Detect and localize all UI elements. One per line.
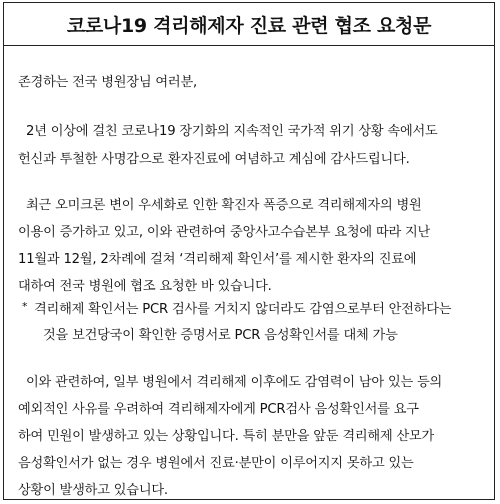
paragraph1-line1: 2년 이상에 걸친 코로나19 장기화의 지속적인 국가적 위기 상황 속에서도 [26,124,438,139]
note-bullet: * [22,300,28,313]
document-page [3,2,495,500]
greeting: 존경하는 전국 병원장님 여러분, [18,75,197,90]
note-line1: 격리해제 확인서는 PCR 검사를 거치지 않더라도 감염으로부터 안전하다는 [34,302,452,317]
title-bar [4,3,494,46]
paragraph2-line2: 이용이 증가하고 있고, 이와 관련하여 중앙사고수습본부 요청에 따라 지난 [18,225,431,240]
paragraph1-line2: 헌신과 투철한 사명감으로 환자진료에 여념하고 계심에 감사드립니다. [18,152,410,167]
paragraph3-line2: 예외적인 사유를 우려하여 격리해제자에게 PCR검사 음성확인서를 요구 [18,402,419,417]
paragraph3-line1: 이와 관련하여, 일부 병원에서 격리해제 이후에도 감염력이 남아 있는 등의 [26,375,443,390]
paragraph2-line3: 11월과 12월, 2차례에 걸쳐 ‘격리해제 확인서’를 제시한 환자의 진료에 [18,252,417,267]
document-title: 코로나19 격리해제자 진료 관련 협조 요청문 [66,14,432,37]
paragraph3-line3: 하여 민원이 발생하고 있는 상황입니다. 특히 분만을 앞둔 격리해제 산모가 [18,429,435,444]
paragraph2-line1: 최근 오미크론 변이 우세화로 인한 확진자 폭증으로 격리해제자의 병원 [26,198,422,213]
note-line2: 것을 보건당국이 확인한 증명서로 PCR 음성확인서를 대체 가능 [43,328,398,343]
paragraph3-line5: 상황이 발생하고 있습니다. [18,483,168,498]
paragraph2-line4: 대하여 전국 병원에 협조 요청한 바 있습니다. [18,279,272,294]
paragraph3-line4: 음성확인서가 없는 경우 병원에서 진료·분만이 이루어지지 못하고 있는 [18,456,414,471]
